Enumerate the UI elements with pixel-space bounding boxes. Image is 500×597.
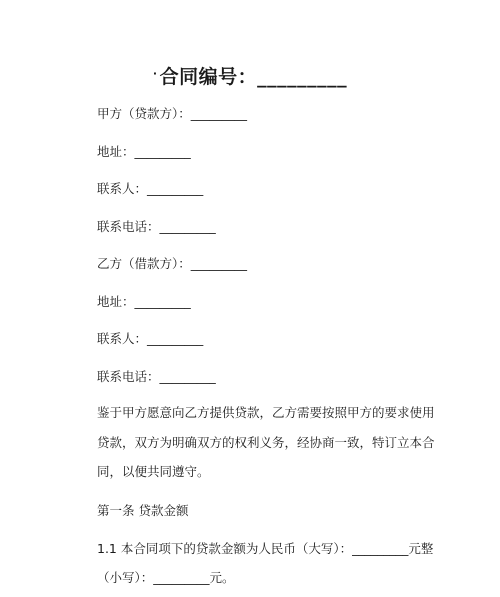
party-a-address: 地址：_________ — [97, 144, 191, 159]
preamble-paragraph: 鉴于甲方愿意向乙方提供贷款，乙方需要按照甲方的要求使用贷款，双方为明确双方的权利义务，经协商一致，特订立本合同，以便共同遵守。 — [97, 405, 435, 479]
party-a-phone: 联系电话：_________ — [97, 219, 216, 234]
contract-number-label: 合同编号：_________ — [159, 66, 348, 88]
party-b-contact: 联系人：_________ — [97, 331, 204, 346]
party-a-contact: 联系人：_________ — [97, 181, 204, 196]
party-b-phone: 联系电话：_________ — [97, 369, 216, 384]
party-b-address: 地址：_________ — [97, 294, 191, 309]
party-b-line: 乙方（借款方）：_________ — [97, 256, 248, 271]
clause-1-1: 1.1 本合同项下的贷款金额为人民币（大写）：_________元整（小写）：_________元。 — [97, 541, 434, 585]
contract-title — [0, 62, 500, 89]
article-1-heading: 第一条 贷款金额 — [97, 503, 189, 518]
party-a-line: 甲方（贷款方）：_________ — [97, 106, 248, 121]
title-mark: · — [152, 67, 158, 80]
